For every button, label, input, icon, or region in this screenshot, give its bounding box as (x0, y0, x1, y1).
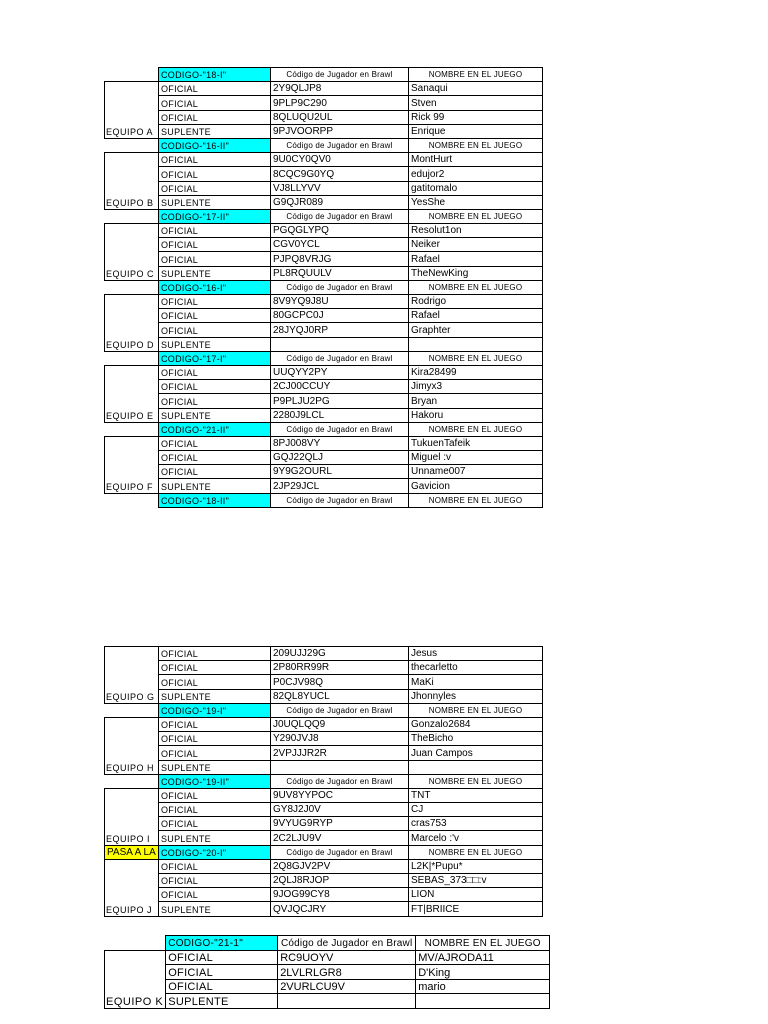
player-code-cell[interactable]: P0CJV98Q (271, 675, 409, 689)
team-code[interactable]: CODIGO-"17-I" (159, 351, 271, 365)
player-name-cell[interactable]: FT|BRIICE (409, 902, 543, 916)
player-code-cell[interactable]: UUQYY2PY (271, 365, 409, 379)
player-name-cell[interactable]: D'King (416, 965, 550, 980)
role-cell[interactable]: SUPLENTE (159, 195, 271, 209)
team-cell[interactable] (105, 965, 166, 980)
player-row (105, 309, 543, 323)
role-cell[interactable]: OFICIAL (159, 82, 271, 96)
team-cell[interactable] (105, 365, 159, 379)
team-label[interactable]: EQUIPO H (105, 760, 159, 774)
player-row (105, 746, 543, 760)
name-header[interactable]: NOMBRE EN EL JUEGO (409, 68, 543, 82)
role-cell[interactable]: OFICIAL (159, 295, 271, 309)
player-row (105, 950, 550, 965)
code-header[interactable]: Código de Jugador en Brawl (271, 280, 409, 294)
name-header[interactable]: NOMBRE EN EL JUEGO (409, 845, 543, 859)
player-row (105, 394, 543, 408)
name-header[interactable]: NOMBRE EN EL JUEGO (409, 351, 543, 365)
player-row (105, 238, 543, 252)
player-code-cell[interactable]: 82QL8YUCL (271, 689, 409, 703)
player-name-cell[interactable]: Unname007 (409, 465, 543, 479)
player-name-cell[interactable]: Kira28499 (409, 365, 543, 379)
team-code[interactable]: CODIGO-"19-II" (159, 774, 271, 788)
role-cell[interactable]: SUPLENTE (159, 689, 271, 703)
code-header[interactable]: Código de Jugador en Brawl (271, 493, 409, 507)
team-cell[interactable] (105, 874, 159, 888)
player-name-cell[interactable]: Juan Campos (409, 746, 543, 760)
player-row (105, 82, 543, 96)
player-name-cell[interactable]: edujor2 (409, 167, 543, 181)
team-code[interactable]: CODIGO-"16-II" (159, 138, 271, 152)
player-name-cell[interactable]: Neiker (409, 238, 543, 252)
code-row (105, 351, 543, 365)
team-cell[interactable] (105, 224, 159, 238)
player-row (105, 337, 543, 351)
team-cell[interactable] (105, 309, 159, 323)
player-code-cell[interactable]: 9VYUG9RYP (271, 817, 409, 831)
name-header[interactable]: NOMBRE EN EL JUEGO (409, 493, 543, 507)
team-cell[interactable] (105, 82, 159, 96)
player-row (105, 831, 543, 845)
player-name-cell[interactable]: MontHurt (409, 153, 543, 167)
team-label[interactable]: EQUIPO G (105, 689, 159, 703)
player-name-cell[interactable]: TNT (409, 788, 543, 802)
team-cell[interactable] (105, 803, 159, 817)
code-header[interactable]: Código de Jugador en Brawl (271, 209, 409, 223)
player-name-cell[interactable]: Rafael (409, 252, 543, 266)
code-row (105, 138, 543, 152)
player-name-cell[interactable]: TheBicho (409, 732, 543, 746)
player-code-cell[interactable]: 209UJJ29G (271, 647, 409, 661)
team-cell[interactable] (105, 661, 159, 675)
team-code[interactable]: CODIGO-"20-I" (159, 845, 271, 859)
team-cell[interactable] (105, 436, 159, 450)
name-header[interactable]: NOMBRE EN EL JUEGO (409, 280, 543, 294)
team-code[interactable]: CODIGO-"18-I" (159, 68, 271, 82)
role-cell[interactable]: OFICIAL (159, 717, 271, 731)
team-label[interactable]: EQUIPO C (105, 266, 159, 280)
code-header[interactable]: Código de Jugador en Brawl (278, 936, 416, 951)
player-row (105, 295, 543, 309)
player-name-cell[interactable]: Stven (409, 96, 543, 110)
blank-cell (105, 138, 159, 152)
blank-cell (105, 774, 159, 788)
code-header[interactable]: Código de Jugador en Brawl (271, 68, 409, 82)
role-cell[interactable]: OFICIAL (159, 859, 271, 873)
player-name-cell[interactable]: Graphter (409, 323, 543, 337)
player-row (105, 436, 543, 450)
name-header[interactable]: NOMBRE EN EL JUEGO (409, 703, 543, 717)
role-cell[interactable]: OFICIAL (159, 181, 271, 195)
blank-cell (105, 68, 159, 82)
player-name-cell[interactable]: Jimyx3 (409, 380, 543, 394)
player-row (105, 859, 543, 873)
player-name-cell[interactable] (409, 760, 543, 774)
team-label[interactable]: EQUIPO F (105, 479, 159, 493)
role-cell[interactable]: SUPLENTE (159, 760, 271, 774)
player-code-cell[interactable]: J0UQLQQ9 (271, 717, 409, 731)
player-code-cell[interactable]: 2Y9QLJP8 (271, 82, 409, 96)
team-code[interactable]: CODIGO-"19-I" (159, 703, 271, 717)
player-name-cell[interactable]: Rodrigo (409, 295, 543, 309)
role-cell[interactable]: SUPLENTE (159, 479, 271, 493)
team-cell[interactable] (105, 323, 159, 337)
player-name-cell[interactable]: thecarletto (409, 661, 543, 675)
team-cell[interactable] (105, 153, 159, 167)
role-cell[interactable]: OFICIAL (159, 96, 271, 110)
player-row (105, 675, 543, 689)
team-cell[interactable] (105, 732, 159, 746)
team-cell[interactable] (105, 647, 159, 661)
role-cell[interactable]: OFICIAL (159, 874, 271, 888)
role-cell[interactable]: OFICIAL (159, 380, 271, 394)
player-code-cell[interactable] (278, 994, 416, 1009)
player-row (105, 252, 543, 266)
player-code-cell[interactable]: RC9UOYV (278, 950, 416, 965)
role-cell[interactable]: OFICIAL (166, 965, 278, 980)
player-row (105, 647, 543, 661)
role-cell[interactable]: OFICIAL (159, 436, 271, 450)
role-cell[interactable]: OFICIAL (159, 365, 271, 379)
player-name-cell[interactable]: Resolut1on (409, 224, 543, 238)
player-name-cell[interactable]: Bryan (409, 394, 543, 408)
player-row (105, 323, 543, 337)
team-code[interactable]: CODIGO-"17-II" (159, 209, 271, 223)
role-cell[interactable]: OFICIAL (159, 888, 271, 902)
player-row (105, 465, 543, 479)
player-name-cell[interactable]: TheNewKing (409, 266, 543, 280)
role-cell[interactable]: OFICIAL (159, 788, 271, 802)
player-row (105, 760, 543, 774)
player-row (105, 994, 550, 1009)
role-cell[interactable]: OFICIAL (159, 252, 271, 266)
role-cell[interactable]: OFICIAL (159, 153, 271, 167)
player-code-cell[interactable]: 9Y9G2OURL (271, 465, 409, 479)
team-code[interactable]: CODIGO-"21-II" (159, 422, 271, 436)
code-header[interactable]: Código de Jugador en Brawl (271, 774, 409, 788)
team-cell[interactable] (105, 717, 159, 731)
player-name-cell[interactable]: gatitomalo (409, 181, 543, 195)
player-name-cell[interactable]: Hakoru (409, 408, 543, 422)
player-name-cell[interactable]: Jesus (409, 647, 543, 661)
role-cell[interactable]: SUPLENTE (159, 902, 271, 916)
role-cell[interactable]: OFICIAL (159, 465, 271, 479)
role-cell[interactable]: OFICIAL (159, 661, 271, 675)
player-code-cell[interactable]: PGQGLYPQ (271, 224, 409, 238)
name-header[interactable]: NOMBRE EN EL JUEGO (416, 936, 550, 951)
role-cell[interactable]: SUPLENTE (166, 994, 278, 1009)
code-row (105, 422, 543, 436)
code-row (105, 774, 543, 788)
player-name-cell[interactable]: Rafael (409, 309, 543, 323)
team-cell[interactable] (105, 167, 159, 181)
player-row (105, 717, 543, 731)
player-row (105, 96, 543, 110)
code-row (105, 209, 543, 223)
player-row (105, 479, 543, 493)
blank-cell (105, 351, 159, 365)
player-row (105, 902, 543, 916)
player-code-cell[interactable]: 8QLUQU2UL (271, 110, 409, 124)
team-cell[interactable] (105, 451, 159, 465)
name-header[interactable]: NOMBRE EN EL JUEGO (409, 138, 543, 152)
team-cell[interactable] (105, 817, 159, 831)
player-name-cell[interactable]: Gavicion (409, 479, 543, 493)
code-header[interactable]: Código de Jugador en Brawl (271, 422, 409, 436)
team-label[interactable]: EQUIPO D (105, 337, 159, 351)
team-cell[interactable] (105, 465, 159, 479)
blank-cell (105, 493, 159, 507)
player-code-cell[interactable]: 2LVLRLGR8 (278, 965, 416, 980)
role-cell[interactable]: OFICIAL (159, 803, 271, 817)
team-cell[interactable] (105, 950, 166, 965)
player-name-cell[interactable]: CJ (409, 803, 543, 817)
player-code-cell[interactable]: 2CJ00CCUY (271, 380, 409, 394)
team-cell[interactable] (105, 252, 159, 266)
role-cell[interactable]: SUPLENTE (159, 266, 271, 280)
player-row (105, 365, 543, 379)
player-code-cell[interactable]: 8V9YQ9J8U (271, 295, 409, 309)
player-row (105, 408, 543, 422)
role-cell[interactable]: SUPLENTE (159, 408, 271, 422)
team-cell[interactable] (105, 746, 159, 760)
player-row (105, 888, 543, 902)
player-code-cell[interactable]: Y290JVJ8 (271, 732, 409, 746)
code-header[interactable]: Código de Jugador en Brawl (271, 703, 409, 717)
role-cell[interactable]: OFICIAL (159, 451, 271, 465)
player-code-cell[interactable]: 2JP29JCL (271, 479, 409, 493)
teams-table-bottom (104, 646, 543, 917)
role-cell[interactable]: SUPLENTE (159, 831, 271, 845)
player-name-cell[interactable]: MaKi (409, 675, 543, 689)
code-row (105, 68, 543, 82)
role-cell[interactable]: OFICIAL (159, 110, 271, 124)
player-name-cell[interactable] (409, 337, 543, 351)
player-code-cell[interactable]: 9PLP9C290 (271, 96, 409, 110)
player-code-cell[interactable]: VJ8LLYVV (271, 181, 409, 195)
code-row (105, 703, 543, 717)
role-cell[interactable]: OFICIAL (166, 979, 278, 994)
role-cell[interactable]: OFICIAL (159, 323, 271, 337)
blank-cell (105, 422, 159, 436)
role-cell[interactable]: SUPLENTE (159, 337, 271, 351)
player-code-cell[interactable]: QVJQCJRY (271, 902, 409, 916)
team-label[interactable]: EQUIPO K (105, 994, 166, 1009)
player-code-cell[interactable] (271, 760, 409, 774)
player-row (105, 124, 543, 138)
player-code-cell[interactable]: GQJ22QLJ (271, 451, 409, 465)
blank-cell (105, 703, 159, 717)
team-code[interactable]: CODIGO-"18-II" (159, 493, 271, 507)
blank-cell (105, 936, 166, 951)
player-name-cell[interactable]: Jhonnyles (409, 689, 543, 703)
note-cell[interactable]: PASA A LA (105, 845, 159, 859)
code-header[interactable]: Código de Jugador en Brawl (271, 138, 409, 152)
role-cell[interactable]: OFICIAL (159, 394, 271, 408)
role-cell[interactable]: OFICIAL (166, 950, 278, 965)
player-code-cell[interactable]: G9QJR089 (271, 195, 409, 209)
player-code-cell[interactable]: 2VURLCU9V (278, 979, 416, 994)
player-row (105, 661, 543, 675)
player-code-cell[interactable]: 80GCPC0J (271, 309, 409, 323)
blank-cell (105, 280, 159, 294)
player-row (105, 167, 543, 181)
role-cell[interactable]: OFICIAL (159, 746, 271, 760)
player-row (105, 689, 543, 703)
player-code-cell[interactable]: 8CQC9G0YQ (271, 167, 409, 181)
player-code-cell[interactable] (271, 337, 409, 351)
player-name-cell[interactable]: TukuenTafeik (409, 436, 543, 450)
team-label[interactable]: EQUIPO B (105, 195, 159, 209)
player-row (105, 181, 543, 195)
team-cell[interactable] (105, 238, 159, 252)
role-cell[interactable]: OFICIAL (159, 238, 271, 252)
player-name-cell[interactable]: Sanaqui (409, 82, 543, 96)
player-row (105, 224, 543, 238)
player-code-cell[interactable]: 2280J9LCL (271, 408, 409, 422)
code-header[interactable]: Código de Jugador en Brawl (271, 351, 409, 365)
team-cell[interactable] (105, 888, 159, 902)
player-row (105, 874, 543, 888)
code-row (105, 936, 550, 951)
player-row (105, 732, 543, 746)
player-row (105, 965, 550, 980)
player-name-cell[interactable]: cras753 (409, 817, 543, 831)
player-row (105, 380, 543, 394)
player-code-cell[interactable]: 28JYQJ0RP (271, 323, 409, 337)
player-code-cell[interactable]: 2QLJ8RJOP (271, 874, 409, 888)
player-code-cell[interactable]: 9U0CY0QV0 (271, 153, 409, 167)
team-label[interactable]: EQUIPO E (105, 408, 159, 422)
player-name-cell[interactable]: SEBAS_373□□:v (409, 874, 543, 888)
player-name-cell[interactable]: LION (409, 888, 543, 902)
team-cell[interactable] (105, 181, 159, 195)
player-row (105, 266, 543, 280)
team-code[interactable]: CODIGO-"16-I" (159, 280, 271, 294)
role-cell[interactable]: OFICIAL (159, 732, 271, 746)
player-code-cell[interactable]: 9JOG99CY8 (271, 888, 409, 902)
player-row (105, 110, 543, 124)
teams-table-top (104, 67, 543, 508)
team-cell[interactable] (105, 859, 159, 873)
team-cell[interactable] (105, 295, 159, 309)
team-cell[interactable] (105, 979, 166, 994)
player-row (105, 788, 543, 802)
player-row (105, 979, 550, 994)
team-cell[interactable] (105, 675, 159, 689)
name-header[interactable]: NOMBRE EN EL JUEGO (409, 774, 543, 788)
code-row (105, 845, 543, 859)
role-cell[interactable]: OFICIAL (159, 675, 271, 689)
player-name-cell[interactable]: mario (416, 979, 550, 994)
player-name-cell[interactable]: Gonzalo2684 (409, 717, 543, 731)
team-cell[interactable] (105, 110, 159, 124)
player-name-cell[interactable]: YesShe (409, 195, 543, 209)
player-name-cell[interactable]: MV/AJRODA11 (416, 950, 550, 965)
role-cell[interactable]: OFICIAL (159, 224, 271, 238)
player-row (105, 153, 543, 167)
player-code-cell[interactable]: 9UV8YYPOC (271, 788, 409, 802)
player-row (105, 803, 543, 817)
player-code-cell[interactable]: 9PJVOORPP (271, 124, 409, 138)
team-label[interactable]: EQUIPO I (105, 831, 159, 845)
player-code-cell[interactable]: 2C2LJU9V (271, 831, 409, 845)
player-code-cell[interactable]: 2VPJJJR2R (271, 746, 409, 760)
player-row (105, 195, 543, 209)
player-code-cell[interactable]: GY8J2J0V (271, 803, 409, 817)
player-name-cell[interactable]: Enrique (409, 124, 543, 138)
role-cell[interactable]: SUPLENTE (159, 124, 271, 138)
name-header[interactable]: NOMBRE EN EL JUEGO (409, 209, 543, 223)
blank-cell (105, 209, 159, 223)
player-name-cell[interactable]: Miguel :v (409, 451, 543, 465)
player-code-cell[interactable]: CGV0YCL (271, 238, 409, 252)
player-code-cell[interactable]: P9PLJU2PG (271, 394, 409, 408)
player-code-cell[interactable]: 8PJ008VY (271, 436, 409, 450)
player-row (105, 451, 543, 465)
player-row (105, 817, 543, 831)
team-label[interactable]: EQUIPO J (105, 902, 159, 916)
role-cell[interactable]: OFICIAL (159, 167, 271, 181)
role-cell[interactable]: OFICIAL (159, 647, 271, 661)
team-cell[interactable] (105, 394, 159, 408)
team-cell[interactable] (105, 96, 159, 110)
player-code-cell[interactable]: PJPQ8VRJG (271, 252, 409, 266)
code-row (105, 280, 543, 294)
player-code-cell[interactable]: 2P80RR99R (271, 661, 409, 675)
player-code-cell[interactable]: 2Q8GJV2PV (271, 859, 409, 873)
team-k-table (104, 935, 550, 1009)
player-name-cell[interactable] (416, 994, 550, 1009)
player-code-cell[interactable]: PL8RQUULV (271, 266, 409, 280)
code-row (105, 493, 543, 507)
team-code[interactable]: CODIGO-"21-1" (166, 936, 278, 951)
role-cell[interactable]: OFICIAL (159, 817, 271, 831)
player-name-cell[interactable]: Rick 99 (409, 110, 543, 124)
name-header[interactable]: NOMBRE EN EL JUEGO (409, 422, 543, 436)
team-label[interactable]: EQUIPO A (105, 124, 159, 138)
code-header[interactable]: Código de Jugador en Brawl (271, 845, 409, 859)
team-cell[interactable] (105, 380, 159, 394)
player-name-cell[interactable]: Marcelo :'v (409, 831, 543, 845)
team-cell[interactable] (105, 788, 159, 802)
role-cell[interactable]: OFICIAL (159, 309, 271, 323)
player-name-cell[interactable]: L2K|*Pupu* (409, 859, 543, 873)
